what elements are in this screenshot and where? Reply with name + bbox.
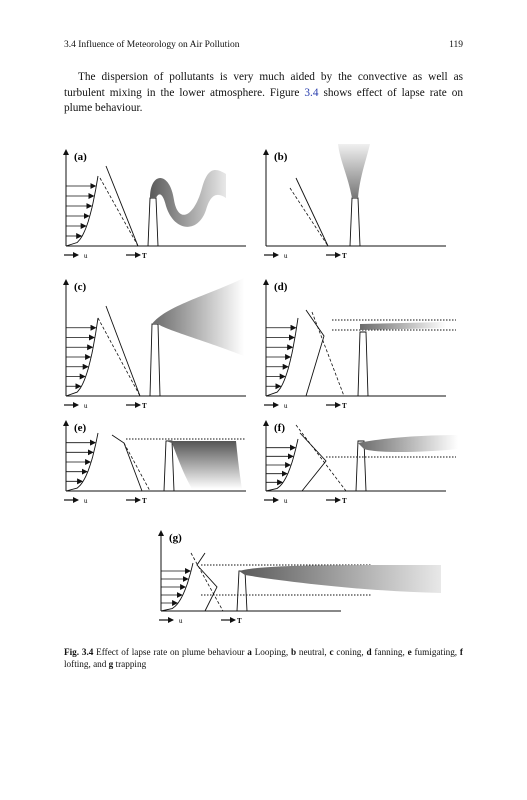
- caption-text: [64, 647, 463, 669]
- caption-part: c: [329, 647, 334, 657]
- caption-part: b: [290, 647, 297, 657]
- panel-label: (a): [74, 151, 87, 163]
- caption-part: a: [247, 647, 252, 657]
- u-label: u: [284, 252, 288, 260]
- smoke-plume: [150, 170, 226, 227]
- actual-lapse-rate-line: [300, 433, 326, 491]
- temperature-label: T: [342, 402, 347, 410]
- smoke-plume: [166, 441, 242, 489]
- caption-part: neutral,: [296, 647, 330, 657]
- smokestack: [150, 324, 160, 396]
- figure-caption: [64, 646, 463, 670]
- temperature-label: T: [142, 402, 147, 410]
- panel-label: (c): [74, 281, 87, 293]
- adiabatic-lapse-rate-line: [191, 553, 223, 611]
- actual-lapse-rate-line: [106, 166, 138, 246]
- caption-part: fanning,: [371, 647, 408, 657]
- u-label: u: [84, 497, 88, 505]
- actual-lapse-rate-line: [112, 435, 142, 491]
- smokestack: [350, 198, 360, 246]
- u-label: u: [179, 617, 183, 625]
- temperature-label: T: [142, 252, 147, 260]
- actual-lapse-rate-line: [296, 178, 328, 246]
- smoke-plume: [360, 322, 446, 330]
- adiabatic-lapse-rate-line: [290, 188, 328, 246]
- panel-label: (g): [169, 532, 182, 544]
- smokestack: [148, 198, 158, 246]
- u-label: u: [84, 402, 88, 410]
- u-label: u: [84, 252, 88, 260]
- caption-part: lofting, and: [64, 659, 109, 669]
- temperature-label: T: [342, 252, 347, 260]
- caption-part: Looping,: [251, 647, 291, 657]
- caption-part: d: [366, 647, 372, 657]
- smoke-plume: [338, 144, 370, 198]
- caption-part: Effect of lapse rate on plume behaviour: [93, 647, 248, 657]
- panel-a-looping: [64, 150, 246, 260]
- u-label: u: [284, 497, 288, 505]
- actual-lapse-rate-line: [197, 553, 217, 611]
- wind-profile-curve: [66, 176, 98, 246]
- smoke-plume: [358, 435, 458, 452]
- caption-part: e: [407, 647, 412, 657]
- caption-part: g: [108, 659, 114, 669]
- figure-reference-link[interactable]: 3.4: [304, 86, 319, 99]
- panel-g-trapping: [159, 531, 441, 625]
- panel-c-coning: [64, 278, 246, 410]
- caption-part: trapping: [113, 659, 147, 669]
- smoke-plume: [239, 565, 441, 593]
- caption-part: f: [459, 647, 463, 657]
- caption-part: fumigating,: [411, 647, 460, 657]
- temperature-label: T: [142, 497, 147, 505]
- panel-e-fumigating: [64, 421, 246, 505]
- caption-part: coning,: [333, 647, 367, 657]
- page-number: 119: [449, 40, 463, 50]
- panel-b-neutral: [264, 144, 446, 260]
- smoke-plume: [152, 278, 244, 356]
- actual-lapse-rate-line: [106, 306, 140, 396]
- paragraph-text-end: shows effect of lapse rate on plume behaviour.: [64, 86, 464, 114]
- caption-figure-number: Fig. 3.4: [64, 647, 94, 657]
- adiabatic-lapse-rate-line: [100, 178, 138, 246]
- actual-lapse-rate-line: [306, 310, 324, 396]
- paragraph-text: The dispersion of pollutants is very much aided by the convective as well as turbulent mixing in the lower atmosphere. Figure: [64, 71, 463, 99]
- adiabatic-lapse-rate-line: [98, 318, 140, 396]
- panel-label: (d): [274, 281, 288, 293]
- adiabatic-lapse-rate-line: [312, 312, 344, 396]
- u-label: u: [284, 402, 288, 410]
- panel-label: (f): [274, 422, 285, 434]
- adiabatic-lapse-rate-line: [124, 443, 150, 491]
- panel-d-fanning: [264, 280, 456, 410]
- smokestack: [164, 441, 174, 491]
- smokestack: [358, 332, 368, 396]
- temperature-label: T: [237, 617, 242, 625]
- panel-label: (e): [74, 422, 87, 434]
- smokestack: [237, 571, 247, 611]
- adiabatic-lapse-rate-line: [296, 425, 346, 491]
- temperature-label: T: [342, 497, 347, 505]
- panel-label: (b): [274, 151, 288, 163]
- panel-f-lofting: [264, 421, 458, 505]
- section-title: 3.4 Influence of Meteorology on Air Pollution: [64, 40, 240, 50]
